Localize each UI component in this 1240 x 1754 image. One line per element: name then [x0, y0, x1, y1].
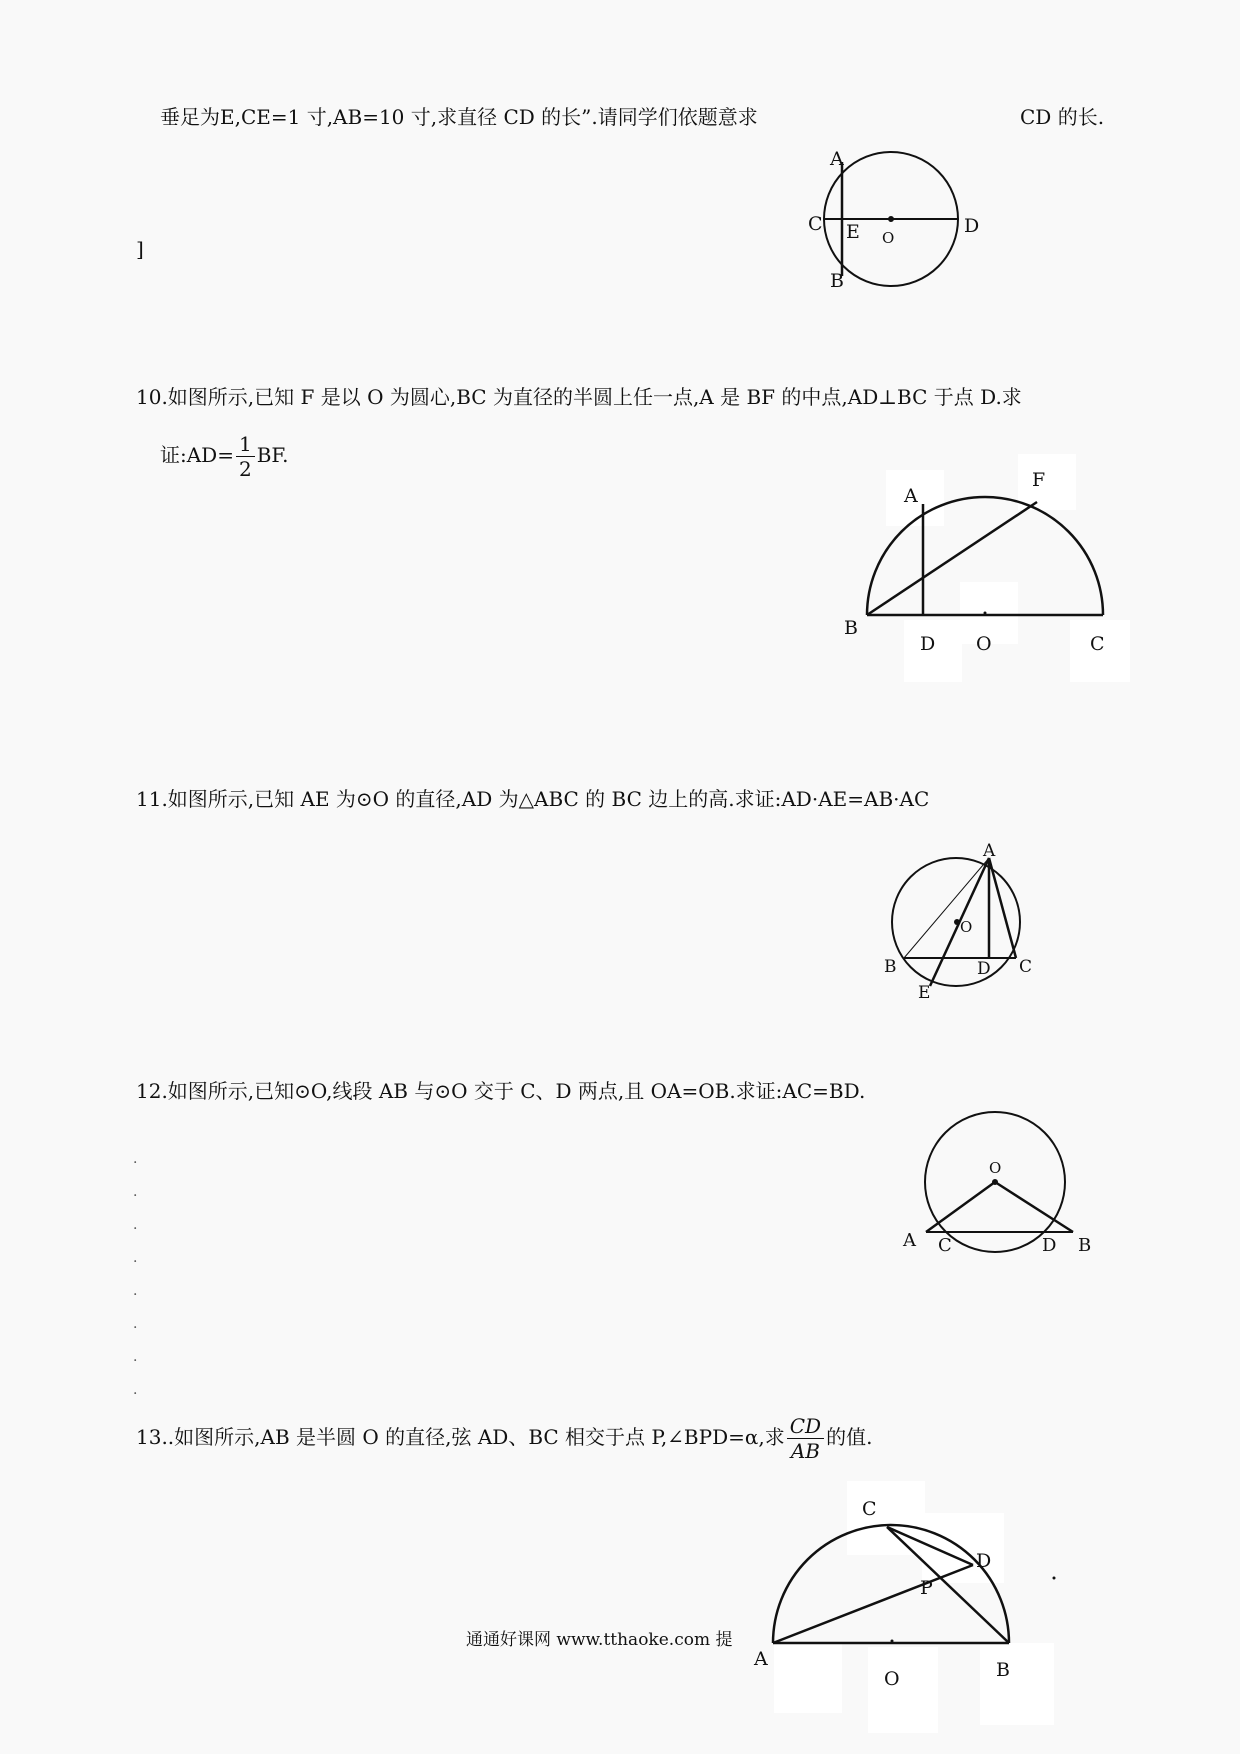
q9-label-d: D — [964, 215, 980, 237]
q11-label-d: D — [977, 959, 991, 979]
q10-center-dot — [984, 612, 987, 615]
q13-label-c: C — [862, 1498, 877, 1520]
q11-label-o: O — [960, 918, 973, 936]
q12-figure — [890, 1105, 1110, 1265]
q13-suffix: 的值. — [826, 1425, 873, 1449]
q10-label-d: D — [920, 633, 936, 655]
q13-label-box-b — [980, 1643, 1054, 1725]
q11-text: 11.如图所示,已知 AE 为⊙O 的直径,AD 为△ABC 的 BC 边上的高.求证:AD·AE=AB·AC — [136, 787, 930, 811]
q13-center-dot — [891, 1640, 894, 1643]
q11-side-ab — [904, 858, 989, 958]
margin-dot: · — [133, 1221, 138, 1237]
q13-label-box-c — [847, 1481, 925, 1555]
q11-label-b: B — [884, 957, 897, 977]
q13-text — [136, 1416, 872, 1461]
q10-frac-num: 1 — [236, 434, 255, 457]
margin-dot: · — [133, 1353, 138, 1369]
q13-label-p: P — [920, 1577, 933, 1599]
q10-line2 — [160, 434, 289, 479]
q9-text: 垂足为E,CE=1 寸,AB=10 寸,求直径 CD 的长”.请同学们依题意求 — [160, 105, 758, 129]
margin-dot: · — [133, 1320, 138, 1336]
q9-label-o: O — [882, 229, 895, 247]
q9-label-c: C — [808, 213, 823, 235]
margin-dot: · — [133, 1386, 138, 1402]
q12-label-o: O — [989, 1159, 1002, 1177]
margin-dot: · — [133, 1155, 138, 1171]
q9-center-dot — [888, 216, 894, 222]
q13-label-box-o — [868, 1647, 938, 1733]
q13-label-b: B — [996, 1659, 1010, 1681]
q12-center-dot — [992, 1179, 998, 1185]
q10-label-f: F — [1032, 469, 1046, 491]
q12-label-d: D — [1042, 1235, 1057, 1256]
q13-frac-den: AB — [790, 1439, 820, 1463]
q13-label-a: A — [754, 1648, 768, 1670]
q12-label-b: B — [1078, 1235, 1092, 1256]
q10-fraction — [236, 434, 255, 479]
q9-label-a: A — [830, 148, 844, 170]
q10-line2-suffix: BF. — [256, 443, 289, 467]
q10-label-box-f — [1018, 454, 1076, 510]
q13-prefix: 13..如图所示,AB 是半圆 O 的直径,弦 AD、BC 相交于点 P,∠BPD=α,求 — [136, 1425, 785, 1449]
margin-dot: · — [133, 1188, 138, 1204]
q13-chord-ad — [773, 1565, 973, 1643]
margin-dot: · — [133, 1254, 138, 1270]
q12-label-a: A — [903, 1230, 916, 1251]
q12-segment-oa — [926, 1182, 995, 1232]
q13-label-d: D — [976, 1550, 992, 1572]
q13-frac-num: CD — [787, 1416, 824, 1439]
q10-frac-den: 2 — [238, 457, 252, 481]
q13-label-o: O — [884, 1668, 900, 1690]
q10-label-c: C — [1090, 633, 1105, 655]
q10-label-a: A — [904, 485, 918, 507]
q12-label-c: C — [938, 1235, 952, 1256]
q9-bracket: ] — [136, 237, 144, 261]
q9-label-b: B — [830, 270, 844, 292]
margin-dot: · — [133, 1287, 138, 1303]
q10-label-o: O — [976, 633, 992, 655]
q11-figure — [880, 840, 1040, 1010]
q10-figure — [820, 450, 1140, 690]
q11-label-a: A — [983, 841, 996, 861]
q10-line1: 10.如图所示,已知 F 是以 O 为圆心,BC 为直径的半圆上任一点,A 是 BF 的中点,AD⊥BC 于点 D.求 — [136, 385, 1022, 409]
q13-label-box-a — [774, 1643, 842, 1713]
q13-fraction — [787, 1416, 824, 1461]
q11-label-c: C — [1019, 957, 1033, 977]
q9-label-e: E — [846, 221, 860, 243]
q11-label-e: E — [918, 983, 931, 1003]
q12-text: 12.如图所示,已知⊙O,线段 AB 与⊙O 交于 C、D 两点,且 OA=OB.求证:AC=BD. — [136, 1079, 866, 1103]
q10-label-b: B — [844, 617, 858, 639]
q10-line2-prefix: 证:AD= — [160, 443, 234, 467]
q13-stray-dot — [1053, 1577, 1056, 1580]
q9-tail-text: CD 的长. — [1020, 105, 1105, 129]
q11-side-ac — [989, 858, 1016, 958]
q13-figure — [730, 1475, 1090, 1745]
q9-figure — [790, 140, 1010, 300]
footer-text: 通通好课网 www.tthaoke.com 提 — [466, 1630, 733, 1650]
